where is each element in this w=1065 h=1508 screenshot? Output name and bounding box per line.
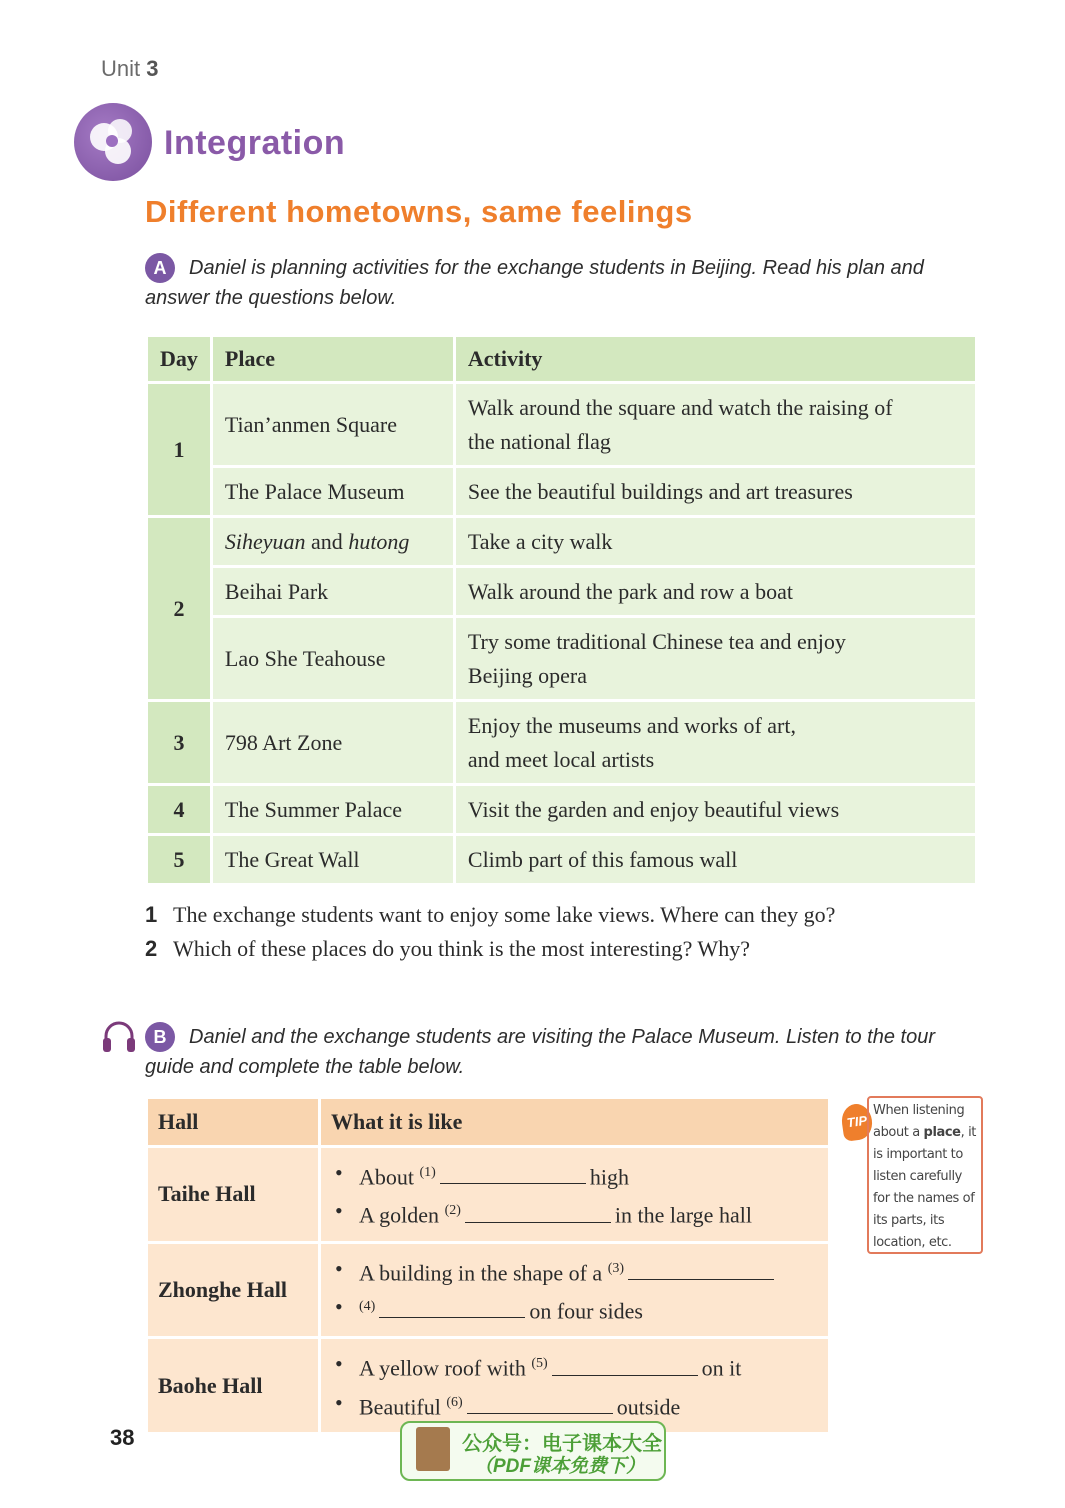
watermark-line-2: （PDF课本免费下） xyxy=(474,1456,646,1477)
answer-blank-2[interactable] xyxy=(465,1202,611,1223)
headphones-icon[interactable] xyxy=(100,1018,138,1056)
answer-blank-4[interactable] xyxy=(379,1297,525,1318)
place-cell: The Great Wall xyxy=(211,835,454,885)
table-row xyxy=(147,383,977,467)
watermark-stamp xyxy=(400,1421,666,1481)
activity-cell: Walk around the park and row a boat xyxy=(454,567,976,617)
hall-description xyxy=(320,1242,830,1338)
header-place: Place xyxy=(211,336,454,383)
place-cell: Beihai Park xyxy=(211,567,454,617)
table-header-row xyxy=(147,1098,830,1147)
header-hall: Hall xyxy=(147,1098,320,1147)
day-cell: 4 xyxy=(147,785,212,835)
table-header-row xyxy=(147,336,977,383)
table-row xyxy=(147,835,977,885)
list-item: • A yellow roof with $^{(5)}$ on it xyxy=(359,1347,818,1385)
list-item: • $^{(4)}$ on four sides xyxy=(359,1290,818,1328)
part-b-badge: B xyxy=(145,1022,175,1052)
activity-cell: Walk around the square and watch the raising of the national flag xyxy=(454,383,976,467)
watermark-line-1: 公众号：电子课本大全 xyxy=(462,1433,662,1455)
table-row xyxy=(147,701,977,785)
hall-description xyxy=(320,1338,830,1434)
day-cell: 1 xyxy=(147,383,212,517)
question-1: 1 The exchange students want to enjoy some lake views. Where can they go? xyxy=(145,902,836,927)
header-activity: Activity xyxy=(454,336,976,383)
table-row xyxy=(147,1338,830,1434)
header-like: What it is like xyxy=(320,1098,830,1147)
table-row xyxy=(147,467,977,517)
plan-table xyxy=(145,334,978,886)
day-cell: 5 xyxy=(147,835,212,885)
activity-cell: Enjoy the museums and works of art, and meet local artists xyxy=(454,701,976,785)
table-row xyxy=(147,617,977,701)
day-cell: 3 xyxy=(147,701,212,785)
question-2: 2 Which of these places do you think is the most interesting? Why? xyxy=(145,936,750,961)
tip-box: When listening about a place, it is important to listen carefully for the names of its parts, its location, etc. xyxy=(867,1096,983,1254)
page-title: Different hometowns, same feelings xyxy=(145,194,693,229)
integration-icon xyxy=(74,103,152,181)
hall-description xyxy=(320,1147,830,1243)
list-item: • A building in the shape of a $^{(3)}$ xyxy=(359,1252,818,1290)
part-a-instruction: Daniel is planning activities for the exchange students in Beijing. Read his plan and answer the questions below. xyxy=(145,257,924,309)
place-cell: Siheyuan and hutong xyxy=(211,517,454,567)
hall-table xyxy=(145,1096,831,1435)
place-cell: The Palace Museum xyxy=(211,467,454,517)
place-cell: 798 Art Zone xyxy=(211,701,454,785)
table-row xyxy=(147,517,977,567)
tip-icon: TIP xyxy=(840,1102,875,1142)
answer-blank-6[interactable] xyxy=(467,1393,613,1414)
place-cell: The Summer Palace xyxy=(211,785,454,835)
table-row xyxy=(147,1147,830,1243)
activity-cell: See the beautiful buildings and art treasures xyxy=(454,467,976,517)
table-row xyxy=(147,785,977,835)
part-b-instruction: Daniel and the exchange students are visiting the Palace Museum. Listen to the tour guide and complete the table below. xyxy=(145,1026,936,1078)
answer-blank-3[interactable] xyxy=(628,1259,774,1280)
activity-cell: Visit the garden and enjoy beautiful views xyxy=(454,785,976,835)
section-heading: Integration xyxy=(164,124,346,162)
day-cell: 2 xyxy=(147,517,212,701)
answer-blank-1[interactable] xyxy=(440,1163,586,1184)
place-cell: Lao She Teahouse xyxy=(211,617,454,701)
list-item: • A golden $^{(2)}$ in the large hall xyxy=(359,1194,818,1232)
page-number: 38 xyxy=(110,1425,135,1450)
unit-label: Unit 3 xyxy=(101,56,159,81)
activity-cell: Take a city walk xyxy=(454,517,976,567)
table-row xyxy=(147,1242,830,1338)
book-icon xyxy=(416,1427,450,1471)
header-day: Day xyxy=(147,336,212,383)
list-item: • About $^{(1)}$ high xyxy=(359,1156,818,1194)
part-a-badge: A xyxy=(145,253,175,283)
answer-blank-5[interactable] xyxy=(552,1355,698,1376)
table-row xyxy=(147,567,977,617)
hall-name: Zhonghe Hall xyxy=(147,1242,320,1338)
hall-name: Taihe Hall xyxy=(147,1147,320,1243)
activity-cell: Climb part of this famous wall xyxy=(454,835,976,885)
list-item: • Beautiful $^{(6)}$ outside xyxy=(359,1386,818,1424)
hall-name: Baohe Hall xyxy=(147,1338,320,1434)
place-cell: Tian’anmen Square xyxy=(211,383,454,467)
activity-cell: Try some traditional Chinese tea and enjoy Beijing opera xyxy=(454,617,976,701)
